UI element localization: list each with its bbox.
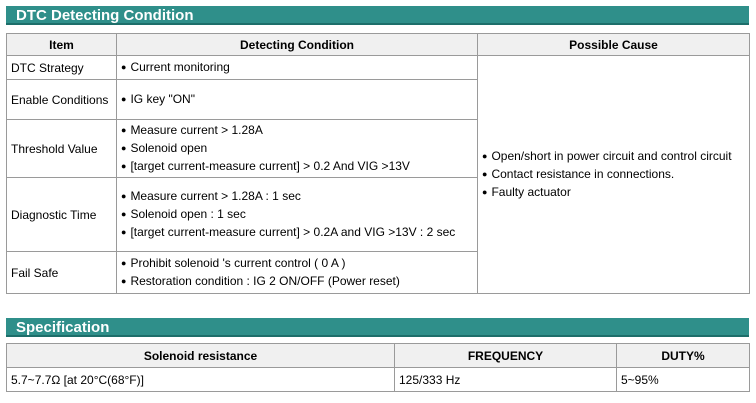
cause-text: ● Open/short in power circuit and control circuit bbox=[482, 148, 745, 166]
row-item-label: DTC Strategy bbox=[7, 56, 117, 80]
row-item-label: Enable Conditions bbox=[7, 80, 117, 120]
header-detecting-condition: Detecting Condition bbox=[117, 34, 478, 56]
row-conditions bbox=[117, 80, 478, 120]
header-item: Item bbox=[7, 34, 117, 56]
header-possible-cause: Possible Cause bbox=[478, 34, 750, 56]
cause-text: ● Faulty actuator bbox=[482, 184, 745, 202]
condition-text: ● Solenoid open bbox=[121, 140, 473, 158]
table-row bbox=[7, 56, 750, 80]
condition-text: ● Current monitoring bbox=[121, 59, 473, 77]
condition-text: ● [target current-measure current] > 0.2A and VIG >13V : 2 sec bbox=[121, 224, 473, 242]
frequency-value: 125/333 Hz bbox=[395, 368, 617, 392]
row-item-label: Threshold Value bbox=[7, 120, 117, 178]
row-conditions bbox=[117, 56, 478, 80]
header-solenoid-resistance: Solenoid resistance bbox=[7, 344, 395, 368]
condition-text: ● Measure current > 1.28A : 1 sec bbox=[121, 188, 473, 206]
section-title-dtc-detecting-condition: DTC Detecting Condition bbox=[6, 6, 749, 25]
condition-text: ● [target current-measure current] > 0.2 And VIG >13V bbox=[121, 158, 473, 176]
condition-text: ● Restoration condition : IG 2 ON/OFF (Power reset) bbox=[121, 273, 473, 291]
condition-text: ● Prohibit solenoid 's current control ( 0 A ) bbox=[121, 255, 473, 273]
cause-text: ● Contact resistance in connections. bbox=[482, 166, 745, 184]
condition-text: ● Solenoid open : 1 sec bbox=[121, 206, 473, 224]
possible-cause-cell bbox=[478, 56, 750, 294]
section-title-specification: Specification bbox=[6, 318, 749, 337]
condition-text: ● Measure current > 1.28A bbox=[121, 122, 473, 140]
table-header-row bbox=[7, 344, 750, 368]
row-item-label: Diagnostic Time bbox=[7, 178, 117, 252]
table-row bbox=[7, 368, 750, 392]
row-item-label: Fail Safe bbox=[7, 252, 117, 294]
duty-value: 5~95% bbox=[617, 368, 750, 392]
row-conditions bbox=[117, 252, 478, 294]
row-conditions bbox=[117, 178, 478, 252]
dtc-detecting-condition-table bbox=[6, 33, 750, 294]
solenoid-resistance-value: 5.7~7.7Ω [at 20°C(68°F)] bbox=[7, 368, 395, 392]
row-conditions bbox=[117, 120, 478, 178]
header-duty: DUTY% bbox=[617, 344, 750, 368]
table-header-row bbox=[7, 34, 750, 56]
specification-table bbox=[6, 343, 750, 392]
condition-text: ● IG key "ON" bbox=[121, 91, 473, 109]
header-frequency: FREQUENCY bbox=[395, 344, 617, 368]
